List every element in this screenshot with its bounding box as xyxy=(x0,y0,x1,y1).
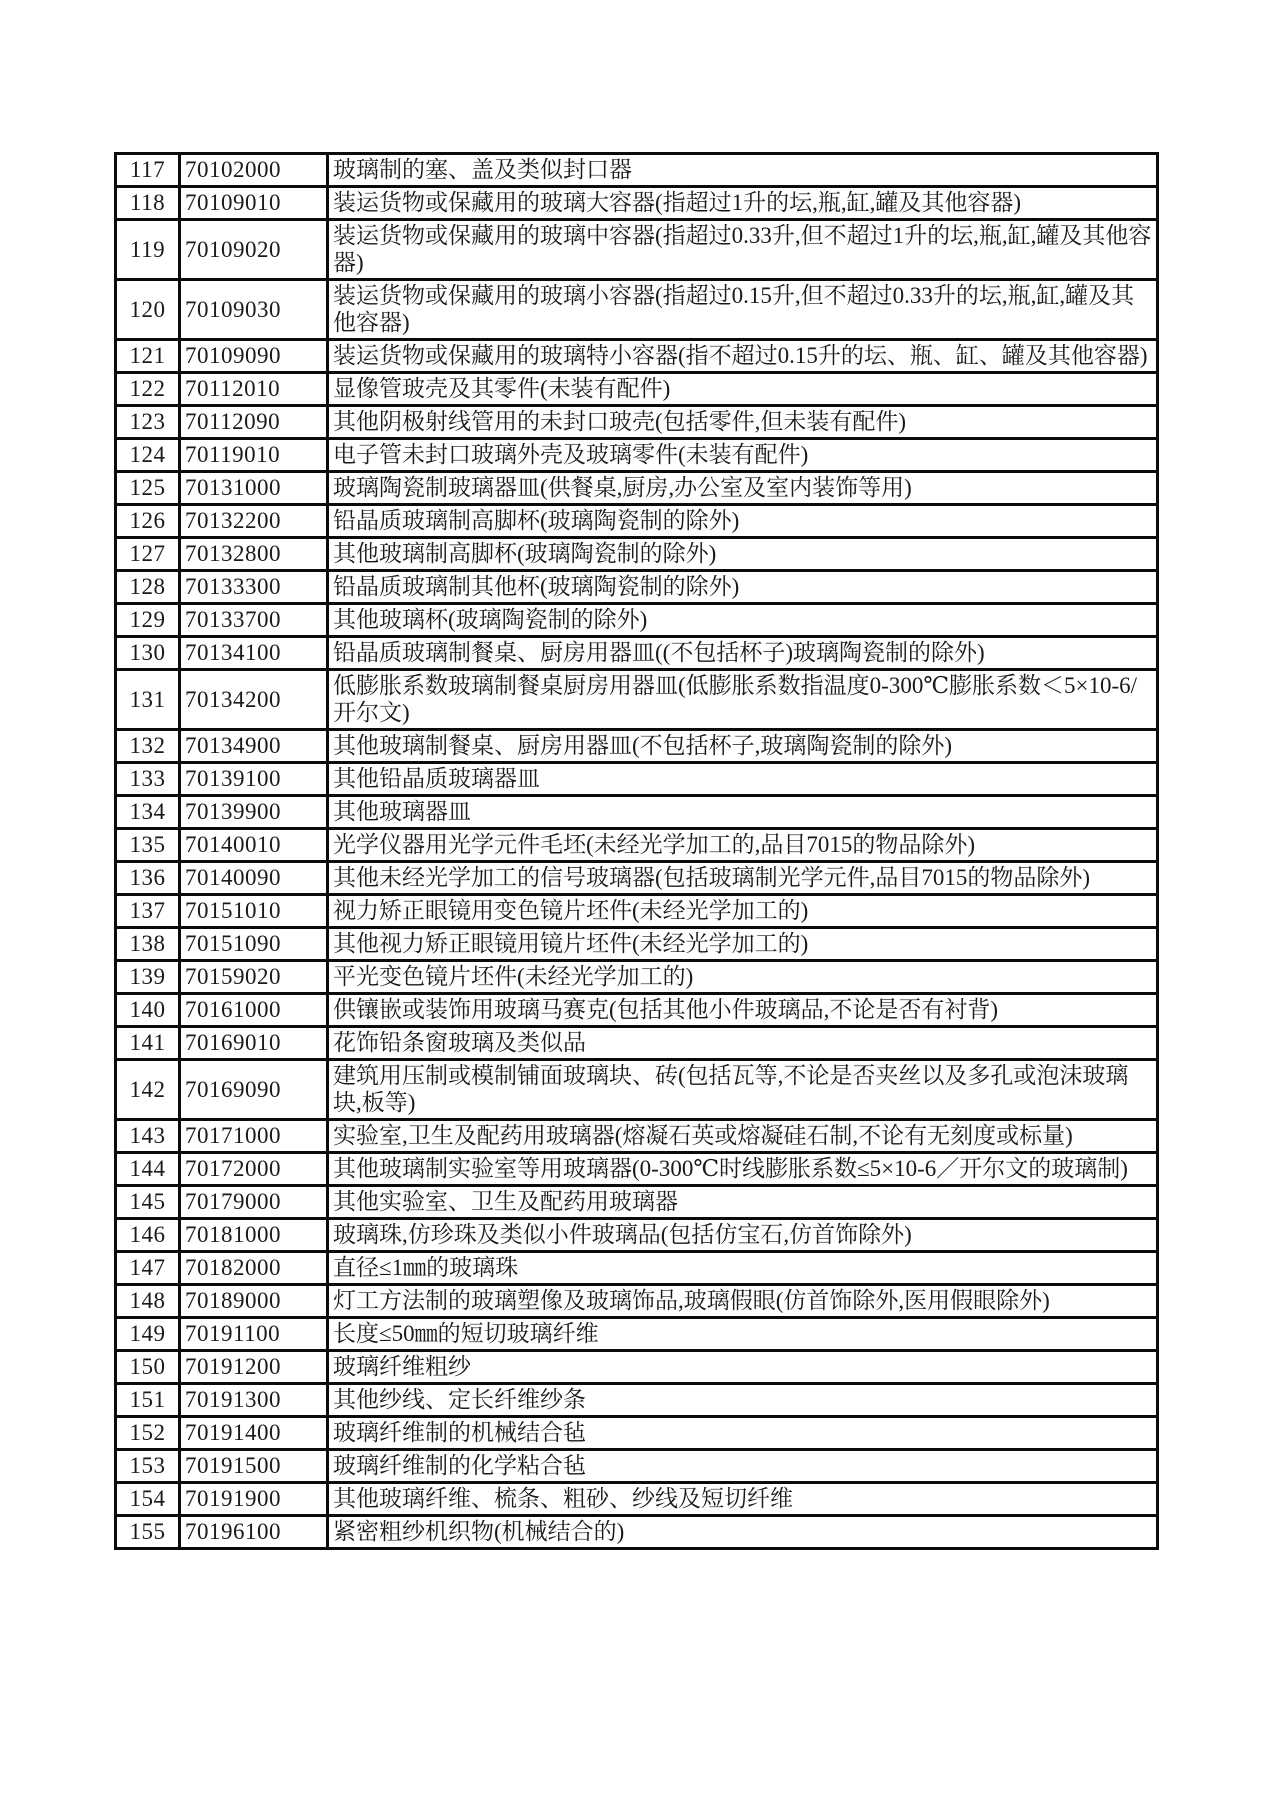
hs-code-cell: 70172000 xyxy=(180,1153,328,1186)
table-row xyxy=(116,1027,1158,1060)
hs-code-cell: 70159020 xyxy=(180,961,328,994)
table-row xyxy=(116,1450,1158,1483)
description-cell: 长度≤50㎜的短切玻璃纤维 xyxy=(328,1318,1158,1351)
description-cell: 装运货物或保藏用的玻璃特小容器(指不超过0.15升的坛、瓶、缸、罐及其他容器) xyxy=(328,340,1158,373)
table-row xyxy=(116,1120,1158,1153)
description-cell: 视力矫正眼镜用变色镜片坯件(未经光学加工的) xyxy=(328,895,1158,928)
description-cell: 紧密粗纱机织物(机械结合的) xyxy=(328,1516,1158,1549)
hs-code-cell: 70181000 xyxy=(180,1219,328,1252)
table-row xyxy=(116,1483,1158,1516)
hs-code-cell: 70169010 xyxy=(180,1027,328,1060)
description-cell: 其他实验室、卫生及配药用玻璃器 xyxy=(328,1186,1158,1219)
row-index-cell: 152 xyxy=(116,1417,180,1450)
hs-code-cell: 70140090 xyxy=(180,862,328,895)
description-cell: 玻璃珠,仿珍珠及类似小件玻璃品(包括仿宝石,仿首饰除外) xyxy=(328,1219,1158,1252)
hs-code-cell: 70191200 xyxy=(180,1351,328,1384)
description-cell: 实验室,卫生及配药用玻璃器(熔凝石英或熔凝硅石制,不论有无刻度或标量) xyxy=(328,1120,1158,1153)
description-cell: 花饰铅条窗玻璃及类似品 xyxy=(328,1027,1158,1060)
hs-code-cell: 70139900 xyxy=(180,796,328,829)
row-index-cell: 124 xyxy=(116,439,180,472)
hs-code-cell: 70109030 xyxy=(180,280,328,340)
table-row xyxy=(116,1153,1158,1186)
description-cell: 其他阴极射线管用的未封口玻壳(包括零件,但未装有配件) xyxy=(328,406,1158,439)
hs-code-cell: 70191300 xyxy=(180,1384,328,1417)
description-cell: 其他未经光学加工的信号玻璃器(包括玻璃制光学元件,品目7015的物品除外) xyxy=(328,862,1158,895)
row-index-cell: 146 xyxy=(116,1219,180,1252)
hs-code-cell: 70171000 xyxy=(180,1120,328,1153)
hs-code-cell: 70131000 xyxy=(180,472,328,505)
description-cell: 铅晶质玻璃制高脚杯(玻璃陶瓷制的除外) xyxy=(328,505,1158,538)
hs-code-cell: 70112010 xyxy=(180,373,328,406)
description-cell: 其他铅晶质玻璃器皿 xyxy=(328,763,1158,796)
description-cell: 电子管未封口玻璃外壳及玻璃零件(未装有配件) xyxy=(328,439,1158,472)
hs-code-cell: 70132200 xyxy=(180,505,328,538)
description-cell: 其他玻璃制实验室等用玻璃器(0-300℃时线膨胀系数≤5×10-6／开尔文的玻璃制) xyxy=(328,1153,1158,1186)
table-row xyxy=(116,637,1158,670)
table-row xyxy=(116,154,1158,187)
table-row xyxy=(116,1219,1158,1252)
row-index-cell: 140 xyxy=(116,994,180,1027)
hs-code-cell: 70191400 xyxy=(180,1417,328,1450)
table-row xyxy=(116,406,1158,439)
row-index-cell: 143 xyxy=(116,1120,180,1153)
hs-code-cell: 70161000 xyxy=(180,994,328,1027)
description-cell: 建筑用压制或模制铺面玻璃块、砖(包括瓦等,不论是否夹丝以及多孔或泡沫玻璃块,板等) xyxy=(328,1060,1158,1120)
description-cell: 低膨胀系数玻璃制餐桌厨房用器皿(低膨胀系数指温度0-300℃膨胀系数＜5×10-6/开尔文) xyxy=(328,670,1158,730)
description-cell: 其他玻璃制高脚杯(玻璃陶瓷制的除外) xyxy=(328,538,1158,571)
row-index-cell: 131 xyxy=(116,670,180,730)
description-cell: 平光变色镜片坯件(未经光学加工的) xyxy=(328,961,1158,994)
hs-code-table xyxy=(114,152,1159,1550)
table-row xyxy=(116,730,1158,763)
hs-code-cell: 70134900 xyxy=(180,730,328,763)
row-index-cell: 149 xyxy=(116,1318,180,1351)
hs-code-cell: 70134100 xyxy=(180,637,328,670)
row-index-cell: 145 xyxy=(116,1186,180,1219)
row-index-cell: 153 xyxy=(116,1450,180,1483)
table-row xyxy=(116,604,1158,637)
description-cell: 灯工方法制的玻璃塑像及玻璃饰品,玻璃假眼(仿首饰除外,医用假眼除外) xyxy=(328,1285,1158,1318)
table-row xyxy=(116,538,1158,571)
description-cell: 其他玻璃制餐桌、厨房用器皿(不包括杯子,玻璃陶瓷制的除外) xyxy=(328,730,1158,763)
table-row xyxy=(116,1318,1158,1351)
description-cell: 其他玻璃器皿 xyxy=(328,796,1158,829)
table-row xyxy=(116,895,1158,928)
hs-code-cell: 70133700 xyxy=(180,604,328,637)
row-index-cell: 120 xyxy=(116,280,180,340)
row-index-cell: 141 xyxy=(116,1027,180,1060)
table-row xyxy=(116,373,1158,406)
row-index-cell: 137 xyxy=(116,895,180,928)
hs-code-cell: 70112090 xyxy=(180,406,328,439)
row-index-cell: 135 xyxy=(116,829,180,862)
hs-code-cell: 70196100 xyxy=(180,1516,328,1549)
table-row xyxy=(116,1060,1158,1120)
row-index-cell: 148 xyxy=(116,1285,180,1318)
row-index-cell: 126 xyxy=(116,505,180,538)
description-cell: 其他玻璃纤维、梳条、粗砂、纱线及短切纤维 xyxy=(328,1483,1158,1516)
row-index-cell: 134 xyxy=(116,796,180,829)
row-index-cell: 150 xyxy=(116,1351,180,1384)
row-index-cell: 133 xyxy=(116,763,180,796)
hs-code-cell: 70151090 xyxy=(180,928,328,961)
hs-code-cell: 70191100 xyxy=(180,1318,328,1351)
row-index-cell: 130 xyxy=(116,637,180,670)
table-row xyxy=(116,1516,1158,1549)
description-cell: 铅晶质玻璃制其他杯(玻璃陶瓷制的除外) xyxy=(328,571,1158,604)
table-row xyxy=(116,1351,1158,1384)
row-index-cell: 118 xyxy=(116,187,180,220)
description-cell: 玻璃纤维制的机械结合毡 xyxy=(328,1417,1158,1450)
description-cell: 直径≤1㎜的玻璃珠 xyxy=(328,1252,1158,1285)
row-index-cell: 122 xyxy=(116,373,180,406)
row-index-cell: 117 xyxy=(116,154,180,187)
row-index-cell: 132 xyxy=(116,730,180,763)
description-cell: 装运货物或保藏用的玻璃大容器(指超过1升的坛,瓶,缸,罐及其他容器) xyxy=(328,187,1158,220)
table-row xyxy=(116,862,1158,895)
table-row xyxy=(116,1384,1158,1417)
table-row xyxy=(116,571,1158,604)
description-cell: 其他纱线、定长纤维纱条 xyxy=(328,1384,1158,1417)
description-cell: 供镶嵌或装饰用玻璃马赛克(包括其他小件玻璃品,不论是否有衬背) xyxy=(328,994,1158,1027)
row-index-cell: 155 xyxy=(116,1516,180,1549)
row-index-cell: 119 xyxy=(116,220,180,280)
table-row xyxy=(116,796,1158,829)
hs-code-cell: 70109020 xyxy=(180,220,328,280)
row-index-cell: 138 xyxy=(116,928,180,961)
table-row xyxy=(116,1252,1158,1285)
table-row xyxy=(116,994,1158,1027)
hs-code-cell: 70191900 xyxy=(180,1483,328,1516)
table-row xyxy=(116,187,1158,220)
hs-code-cell: 70134200 xyxy=(180,670,328,730)
row-index-cell: 147 xyxy=(116,1252,180,1285)
table-row xyxy=(116,280,1158,340)
description-cell: 铅晶质玻璃制餐桌、厨房用器皿((不包括杯子)玻璃陶瓷制的除外) xyxy=(328,637,1158,670)
hs-code-cell: 70191500 xyxy=(180,1450,328,1483)
description-cell: 装运货物或保藏用的玻璃中容器(指超过0.33升,但不超过1升的坛,瓶,缸,罐及其他容器) xyxy=(328,220,1158,280)
table-row xyxy=(116,829,1158,862)
row-index-cell: 139 xyxy=(116,961,180,994)
description-cell: 玻璃纤维粗纱 xyxy=(328,1351,1158,1384)
table-row xyxy=(116,763,1158,796)
row-index-cell: 129 xyxy=(116,604,180,637)
description-cell: 玻璃陶瓷制玻璃器皿(供餐桌,厨房,办公室及室内装饰等用) xyxy=(328,472,1158,505)
table-row xyxy=(116,1417,1158,1450)
hs-code-cell: 70169090 xyxy=(180,1060,328,1120)
description-cell: 玻璃纤维制的化学粘合毡 xyxy=(328,1450,1158,1483)
table-row xyxy=(116,340,1158,373)
row-index-cell: 142 xyxy=(116,1060,180,1120)
hs-code-cell: 70109090 xyxy=(180,340,328,373)
table-row xyxy=(116,961,1158,994)
row-index-cell: 123 xyxy=(116,406,180,439)
hs-code-cell: 70182000 xyxy=(180,1252,328,1285)
row-index-cell: 128 xyxy=(116,571,180,604)
row-index-cell: 144 xyxy=(116,1153,180,1186)
row-index-cell: 136 xyxy=(116,862,180,895)
hs-code-cell: 70139100 xyxy=(180,763,328,796)
table-row xyxy=(116,505,1158,538)
table-row xyxy=(116,472,1158,505)
description-cell: 显像管玻壳及其零件(未装有配件) xyxy=(328,373,1158,406)
row-index-cell: 151 xyxy=(116,1384,180,1417)
description-cell: 装运货物或保藏用的玻璃小容器(指超过0.15升,但不超过0.33升的坛,瓶,缸,罐及其他容器) xyxy=(328,280,1158,340)
hs-code-cell: 70189000 xyxy=(180,1285,328,1318)
hs-code-cell: 70132800 xyxy=(180,538,328,571)
row-index-cell: 121 xyxy=(116,340,180,373)
table-row xyxy=(116,220,1158,280)
hs-code-table-body xyxy=(116,154,1158,1549)
hs-code-cell: 70179000 xyxy=(180,1186,328,1219)
hs-code-cell: 70109010 xyxy=(180,187,328,220)
table-row xyxy=(116,1285,1158,1318)
description-cell: 玻璃制的塞、盖及类似封口器 xyxy=(328,154,1158,187)
hs-code-cell: 70119010 xyxy=(180,439,328,472)
table-row xyxy=(116,439,1158,472)
hs-code-cell: 70151010 xyxy=(180,895,328,928)
table-row xyxy=(116,1186,1158,1219)
table-row xyxy=(116,670,1158,730)
hs-code-cell: 70140010 xyxy=(180,829,328,862)
hs-code-cell: 70102000 xyxy=(180,154,328,187)
row-index-cell: 154 xyxy=(116,1483,180,1516)
hs-code-cell: 70133300 xyxy=(180,571,328,604)
description-cell: 其他玻璃杯(玻璃陶瓷制的除外) xyxy=(328,604,1158,637)
row-index-cell: 125 xyxy=(116,472,180,505)
row-index-cell: 127 xyxy=(116,538,180,571)
description-cell: 光学仪器用光学元件毛坯(未经光学加工的,品目7015的物品除外) xyxy=(328,829,1158,862)
description-cell: 其他视力矫正眼镜用镜片坯件(未经光学加工的) xyxy=(328,928,1158,961)
table-row xyxy=(116,928,1158,961)
